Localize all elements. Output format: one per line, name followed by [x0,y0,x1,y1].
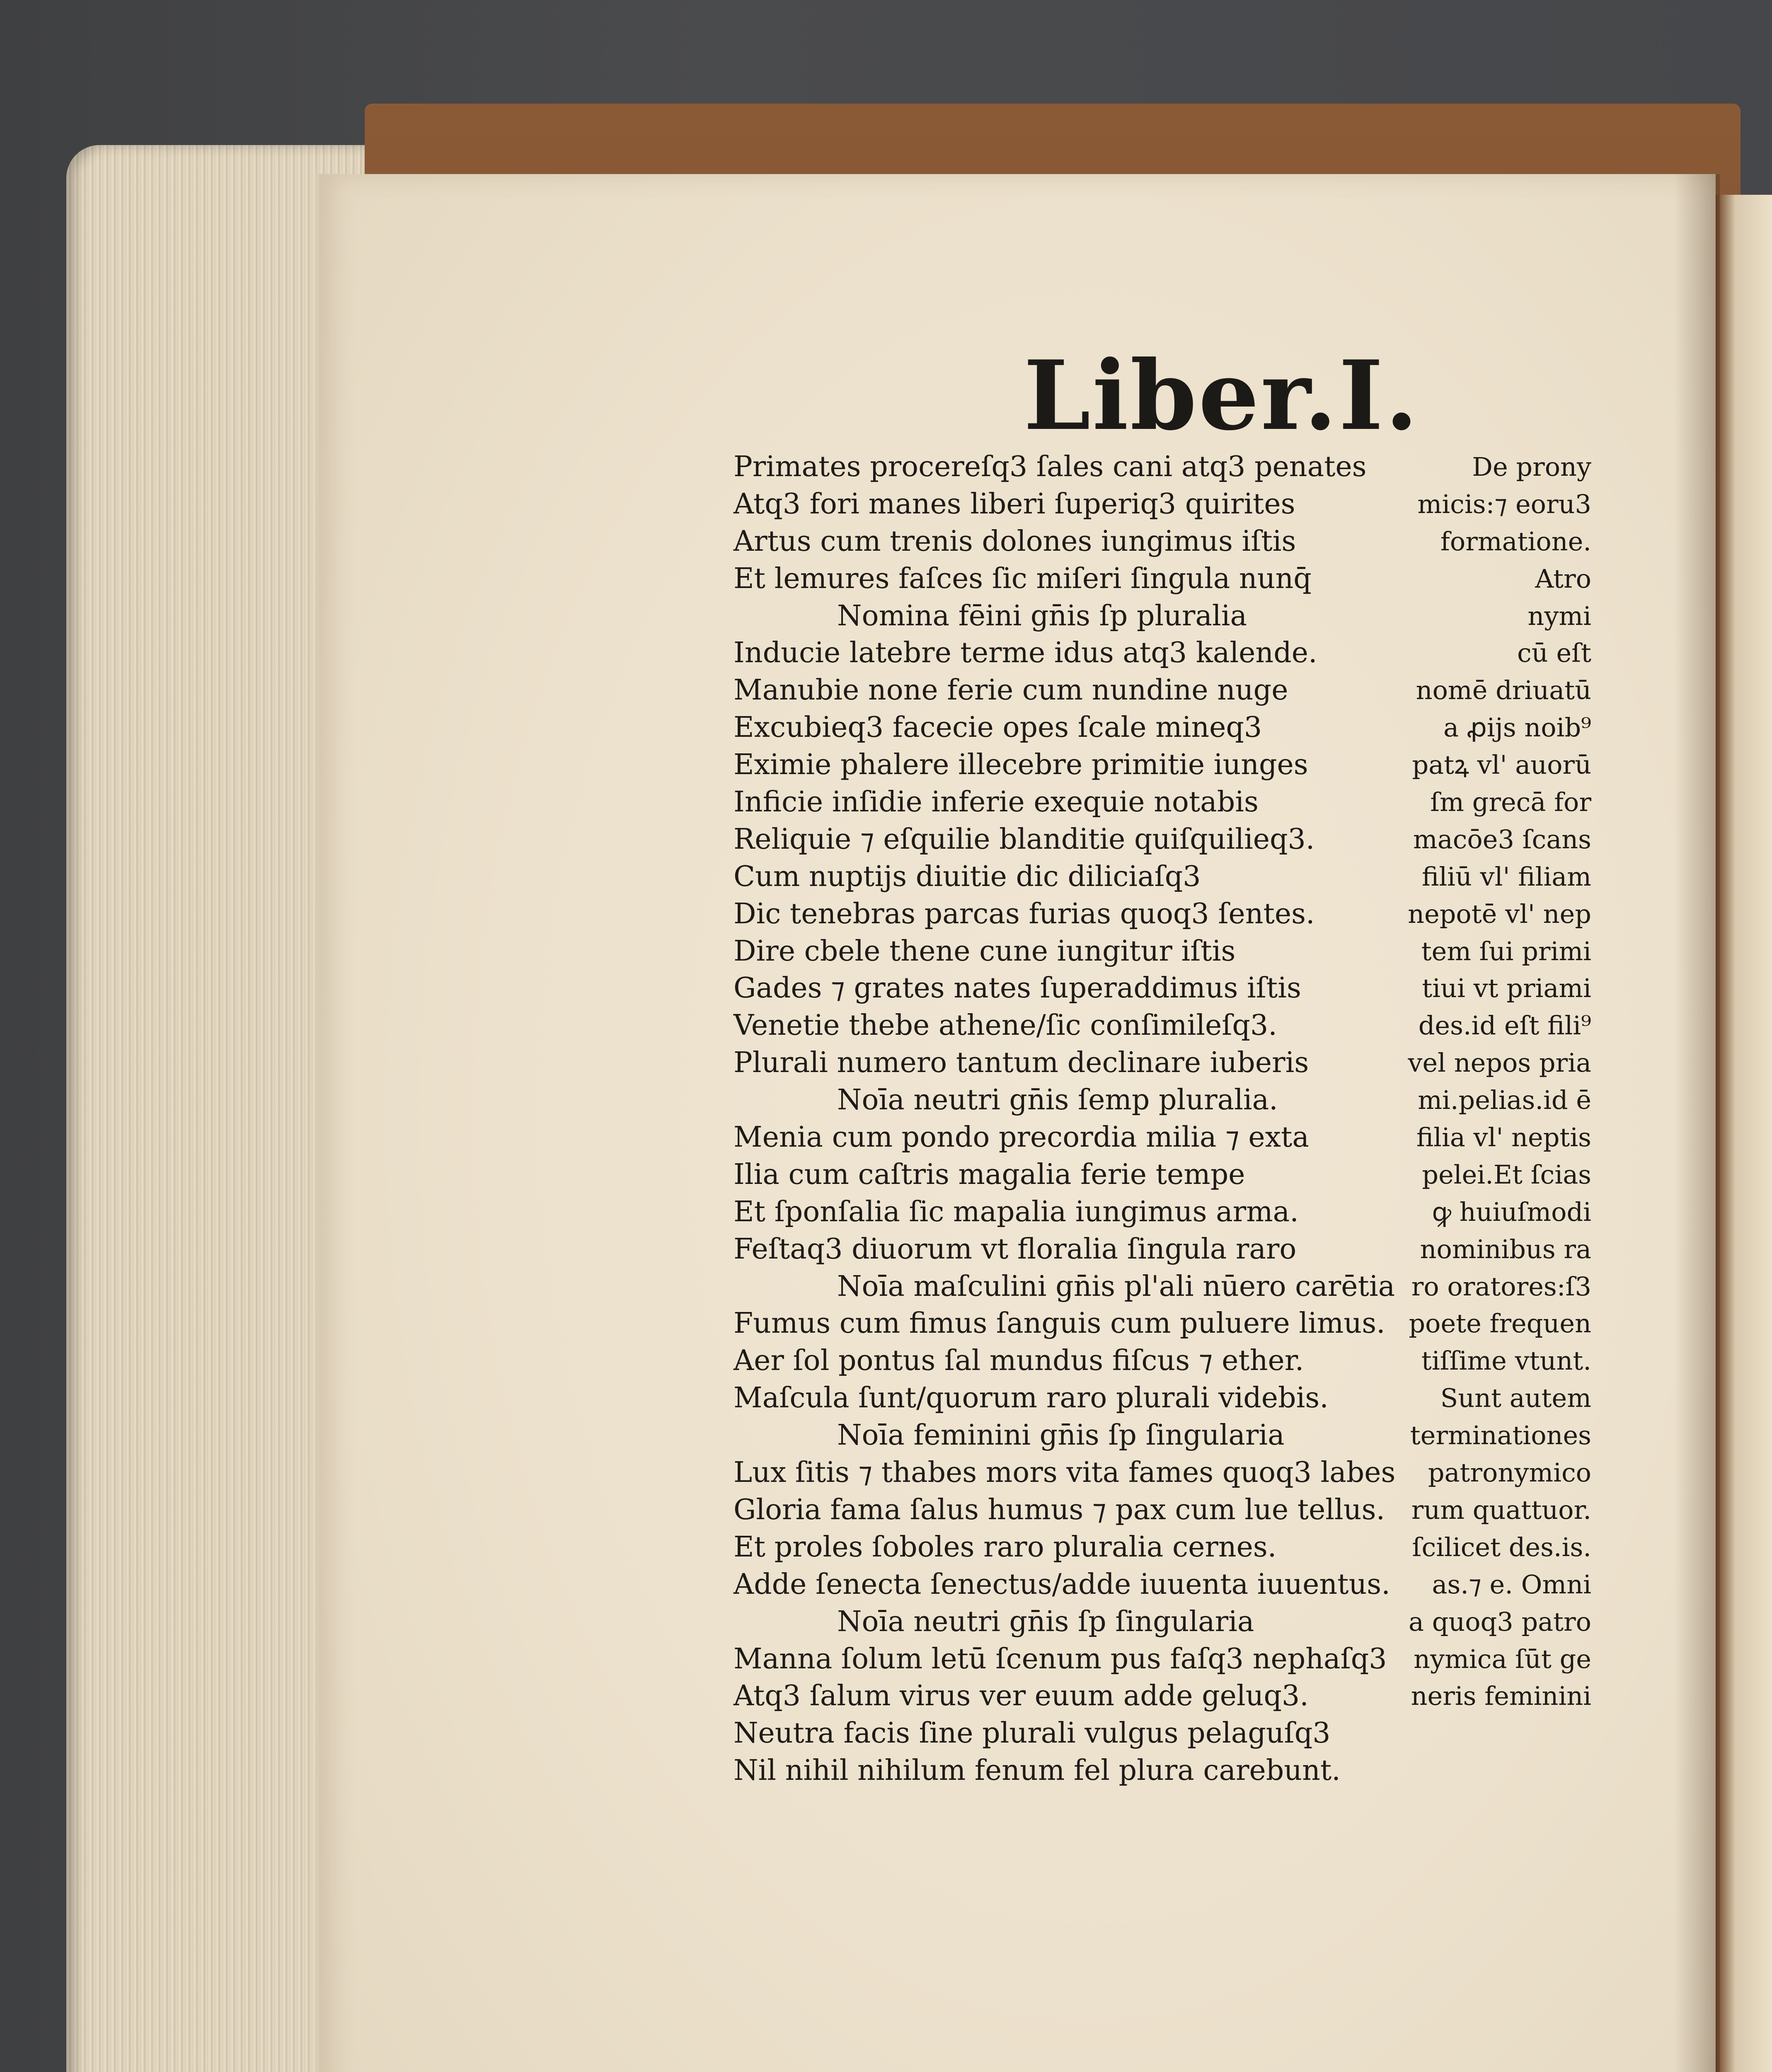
gloss-line: ſm grecā for [1430,787,1591,818]
gloss-line: De prony [1472,452,1591,482]
verse-line: Atq3 ſalum virus ver euum adde geluq3. [733,1680,1309,1713]
verse-line: Fumus cum fimus ſanguis cum puluere limus. [733,1307,1385,1340]
gloss-line: a ꝓijs noib⁹ [1443,712,1591,743]
verse-line: Menia cum pondo precordia milia ⁊ exta [733,1121,1309,1154]
gloss-line: des.id eſt fili⁹ [1418,1010,1591,1041]
facing-page-edge [1716,195,1772,2072]
gloss-line: a quoq3 patro [1409,1606,1591,1637]
gloss-line: filia vl' neptis [1416,1122,1591,1153]
gloss-line: Atro [1535,563,1591,594]
verse-line: Atq3 fori manes liberi ſuperiq3 quirites [733,487,1295,520]
verse-line: Cum nuptijs diuitie dic diliciaſq3 [733,860,1201,893]
gloss-line: mi.pelias.id ē [1418,1085,1591,1116]
verse-line: Nil nihil nihilum fenum fel plura carebunt. [733,1754,1341,1787]
verse-line: Et lemures faſces ſic miſeri ſingula nunq̄ [733,562,1312,595]
verse-line: Maſcula ſunt/quorum raro plurali videbis. [733,1382,1329,1415]
verse-line: Artus cum trenis dolones iungimus iſtis [733,525,1296,558]
verse-line: Et ſponſalia ſic mapalia iungimus arma. [733,1195,1299,1228]
gloss-line: pelei.Et ſcias [1422,1159,1591,1190]
gloss-line: poete frequen [1409,1308,1591,1339]
gloss-line: formatione. [1440,526,1591,557]
gloss-line: ꝙ huiuſmodi [1432,1196,1591,1227]
verse-line: Adde ſenecta ſenectus/adde iuuenta iuuentus. [733,1568,1390,1601]
gloss-line: nomē driuatū [1416,675,1591,706]
gloss-line: cū eſt [1517,638,1591,668]
verse-line: Venetie thebe athene/ſic conſimileſq3. [733,1009,1277,1042]
verse-line: Reliquie ⁊ eſquilie blanditie quiſquilieq3. [733,823,1315,856]
gloss-line: rum quattuor. [1411,1494,1591,1525]
gloss-line: Sunt autem [1440,1383,1591,1414]
verse-column [733,448,1397,1789]
verse-line: Plurali numero tantum declinare iuberis [733,1046,1309,1080]
verse-line: Gloria fama ſalus humus ⁊ pax cum lue tellus. [733,1493,1385,1526]
gloss-line: ro oratores:ſ3 [1411,1271,1591,1302]
gloss-line: as.⁊ e. Omni [1432,1569,1591,1600]
gloss-line: vel nepos pria [1408,1048,1591,1078]
gloss-line: filiū vl' filiam [1421,861,1591,892]
gloss-line: tiui vt priami [1422,973,1591,1004]
gloss-line: nominibus ra [1420,1234,1591,1264]
verse-line: Dic tenebras parcas furias quoq3 ſentes. [733,897,1315,930]
verse-line: Manna ſolum letū ſcenum pus faſq3 nephaſq3 [733,1642,1387,1675]
verse-line: Inficie inſidie inferie exequie notabis [733,786,1259,819]
verse-line: Eximie phalere illecebre primitie iunges [733,748,1308,782]
verse-line: Neutra facis ſine plurali vulgus pelaguſq3 [733,1717,1331,1750]
gloss-line: nymi [1528,600,1591,631]
verse-line: Dire cbele thene cune iungitur iſtis [733,934,1236,968]
verse-line: Gades ⁊ grates nates ſuperaddimus iſtis [733,972,1301,1005]
verse-line: Lux ſitis ⁊ thabes mors vita fames quoq3 labes [733,1456,1396,1489]
section-subheading: Nomina fēini gn̄is ſp pluralia [837,599,1247,632]
verse-line: Ilia cum caſtris magalia ferie tempe [733,1158,1245,1191]
verse-line: Aer ſol pontus ſal mundus fiſcus ⁊ ether. [733,1344,1304,1377]
verse-line: Primates procereſq3 ſales cani atq3 penates [733,450,1367,483]
verse-line: Excubieq3 facecie opes ſcale mineq3 [733,711,1262,744]
section-subheading: Noīa maſculini gn̄is pl'ali nūero carētia [837,1270,1395,1303]
verse-line: Feſtaq3 diuorum vt floralia ſingula raro [733,1232,1297,1266]
gloss-line: nepotē vl' nep [1408,898,1591,929]
gloss-line: tem ſui primi [1421,936,1591,966]
gloss-line: neris feminini [1411,1681,1591,1711]
gloss-line: nymica ſūt ge [1414,1644,1591,1674]
verse-line: Inducie latebre terme idus atq3 kalende. [733,637,1317,670]
gloss-line: tiſſime vtunt. [1421,1346,1591,1376]
section-subheading: Noīa neutri gn̄is ſemp pluralia. [837,1084,1278,1117]
page-header: Liber.I. [1024,340,1420,452]
section-subheading: Noīa neutri gn̄is ſp ſingularia [837,1605,1254,1638]
gloss-line: ſcilicet des.is. [1412,1532,1591,1562]
gloss-line: micis:⁊ eoru3 [1417,489,1591,519]
verse-line: Manubie none ferie cum nundine nuge [733,674,1288,707]
gloss-line: patꝝ vl' auorū [1412,750,1591,780]
gutter-shadow [1674,174,1720,2072]
marginal-gloss [1397,448,1591,1715]
gloss-line: patronymico [1428,1457,1591,1488]
verse-line: Et proles ſoboles raro pluralia cernes. [733,1530,1277,1564]
gloss-line: macōe3 ſcans [1413,824,1591,854]
section-subheading: Noīa feminini gn̄is ſp ſingularia [837,1419,1285,1452]
gloss-line: terminationes [1410,1420,1591,1451]
